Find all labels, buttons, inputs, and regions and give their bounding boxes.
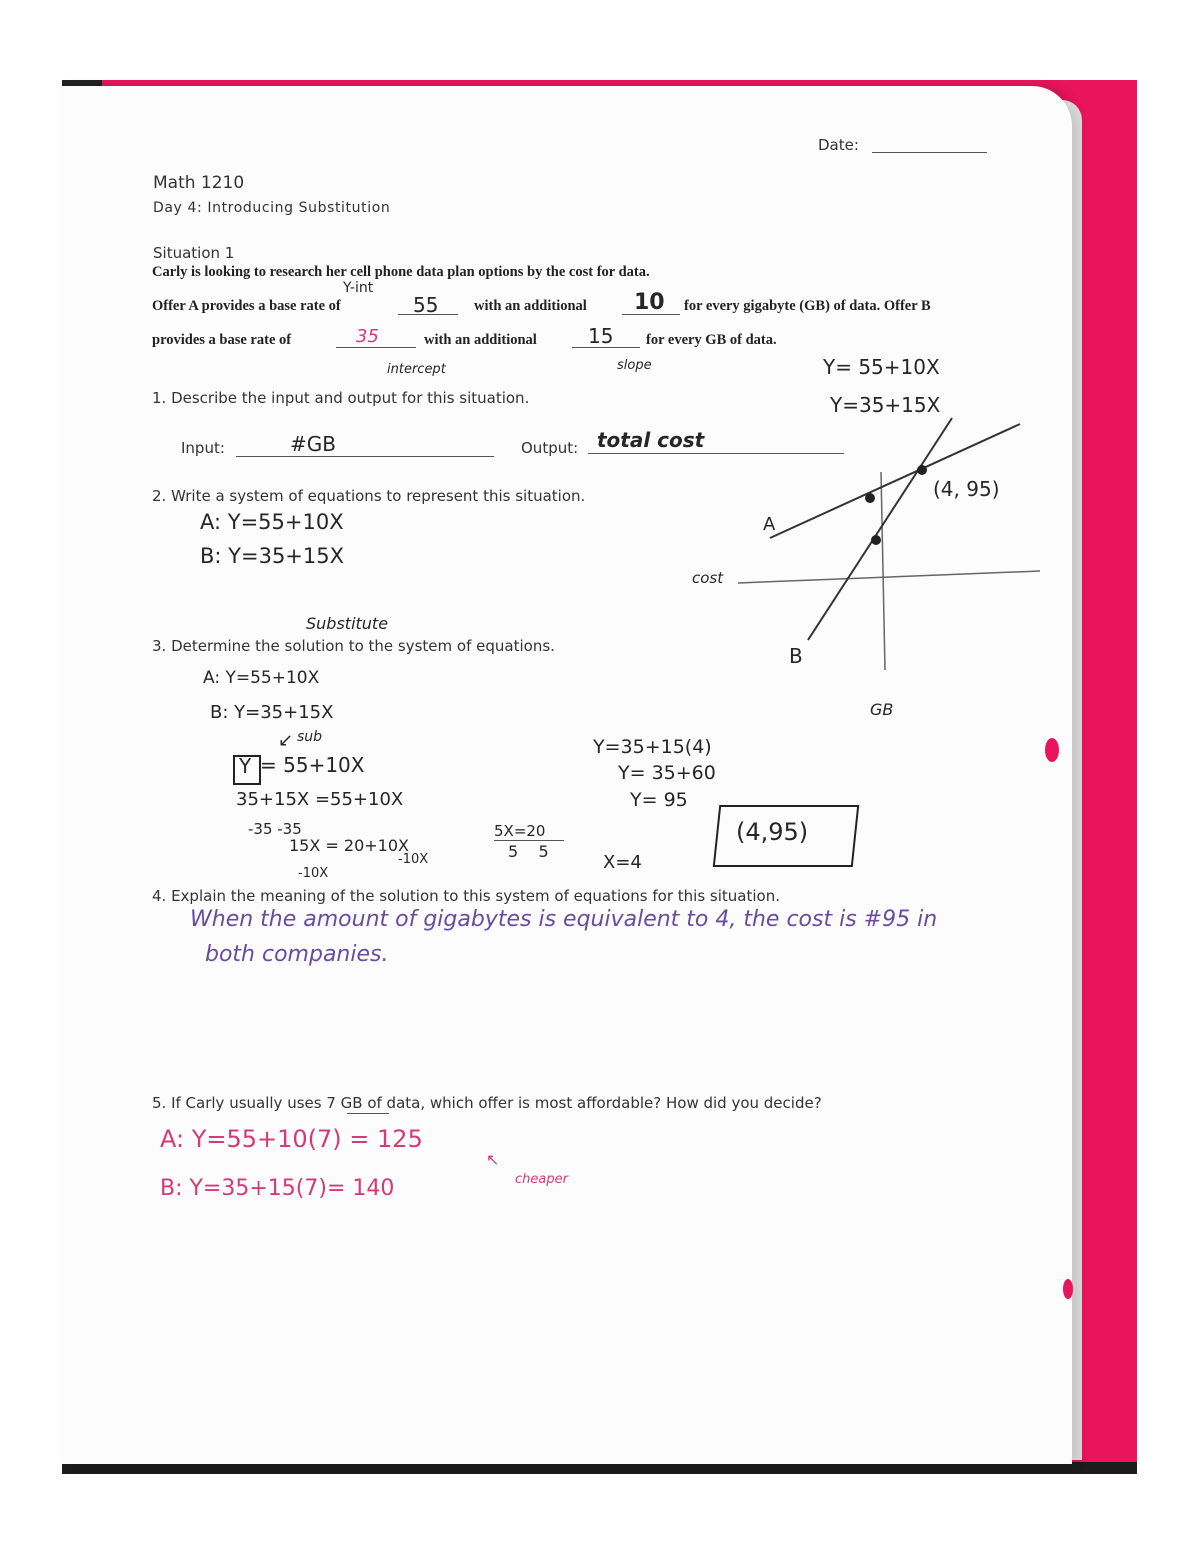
output-answer: total cost [597, 428, 705, 452]
work-sub-note: sub [297, 729, 323, 745]
y-int-note: Y-int [343, 280, 374, 296]
output-label: Output: [521, 439, 579, 457]
intersection-point [917, 465, 927, 475]
work-15x: 15X = 20+10X [289, 836, 409, 855]
offer-a-prefix: Offer A provides a base rate of [152, 298, 341, 314]
equation-a-top: Y= 55+10X [823, 355, 940, 379]
x-axis [738, 571, 1040, 583]
work-x-equals: X=4 [603, 852, 642, 873]
situation-label: Situation 1 [153, 244, 235, 262]
date-label: Date: [818, 136, 859, 154]
question-4: 4. Explain the meaning of the solution to this system of equations for this situation. [152, 887, 780, 905]
work-minus-35: -35 -35 [248, 820, 302, 838]
work-y-line1: Y=35+15(4) [593, 736, 712, 758]
substitute-note: Substitute [306, 614, 389, 633]
graph-label-b: B [789, 644, 803, 668]
graph-intersection-label: (4, 95) [933, 477, 1000, 501]
q4-answer-line2: both companies. [205, 942, 389, 967]
work-minus-10x-left: -10X [298, 866, 329, 881]
fraction-bar [494, 840, 564, 841]
work-y-line2: Y= 35+60 [618, 762, 716, 784]
question-2: 2. Write a system of equations to represent this situation. [152, 487, 586, 505]
work-y-boxed: Y [239, 754, 252, 778]
offer-b-suffix: for every GB of data. [646, 332, 777, 348]
question-5: 5. If Carly usually uses 7 GB of data, which offer is most affordable? How did you decide? [152, 1094, 822, 1112]
slope-note: slope [617, 358, 652, 373]
system-b: B: Y=35+15X [200, 544, 345, 568]
work-minus-10x-right: -10X [398, 852, 429, 867]
work-equation: 35+15X =55+10X [236, 789, 404, 810]
y-axis [881, 472, 885, 670]
work-b: B: Y=35+15X [210, 702, 334, 723]
blank-b-base-answer: 35 [356, 326, 379, 347]
blank-b-add-answer: 15 [588, 324, 614, 348]
underline-7gb [347, 1113, 389, 1114]
offer-b-prefix: provides a base rate of [152, 332, 292, 348]
input-label: Input: [181, 439, 225, 457]
graph-y-label: cost [692, 569, 724, 587]
work-substituted: = 55+10X [260, 753, 365, 777]
blank-a-base-answer: 55 [413, 293, 439, 317]
offer-a-mid: with an additional [474, 298, 587, 314]
q5-cheaper-note: cheaper [515, 1172, 568, 1187]
system-a: A: Y=55+10X [200, 510, 344, 534]
work-5-divisors: 5 5 [508, 842, 549, 861]
blank-a-add-answer: 10 [634, 290, 665, 315]
graph-x-label: GB [870, 700, 894, 719]
q5-offer-a: A: Y=55+10(7) = 125 [160, 1125, 423, 1153]
work-y-line3: Y= 95 [630, 789, 688, 811]
point-b [871, 535, 881, 545]
q4-answer-line1: When the amount of gigabytes is equivalent to 4, the cost is #95 in [190, 907, 938, 932]
q5-offer-b: B: Y=35+15(7)= 140 [160, 1176, 395, 1201]
question-1: 1. Describe the input and output for this situation. [152, 389, 530, 407]
work-final-answer: (4,95) [736, 818, 809, 846]
day-title: Day 4: Introducing Substitution [153, 200, 391, 216]
offer-a-suffix: for every gigabyte (GB) of data. Offer B [684, 298, 931, 314]
q5-arrow: ↖ [486, 1150, 500, 1169]
offer-b-mid: with an additional [424, 332, 537, 348]
work-5x: 5X=20 [494, 822, 546, 840]
line-b [808, 418, 952, 640]
course-title: Math 1210 [153, 173, 245, 193]
equation-b-top: Y=35+15X [830, 393, 941, 417]
question-3: 3. Determine the solution to the system of equations. [152, 637, 555, 655]
intercept-note: intercept [387, 362, 446, 377]
input-answer: #GB [290, 432, 336, 456]
intro-line: Carly is looking to research her cell phone data plan options by the cost for data. [152, 264, 650, 280]
work-a: A: Y=55+10X [203, 668, 320, 688]
work-arrow: ↙ [278, 730, 294, 751]
graph-label-a: A [763, 514, 776, 535]
point-a [865, 493, 875, 503]
